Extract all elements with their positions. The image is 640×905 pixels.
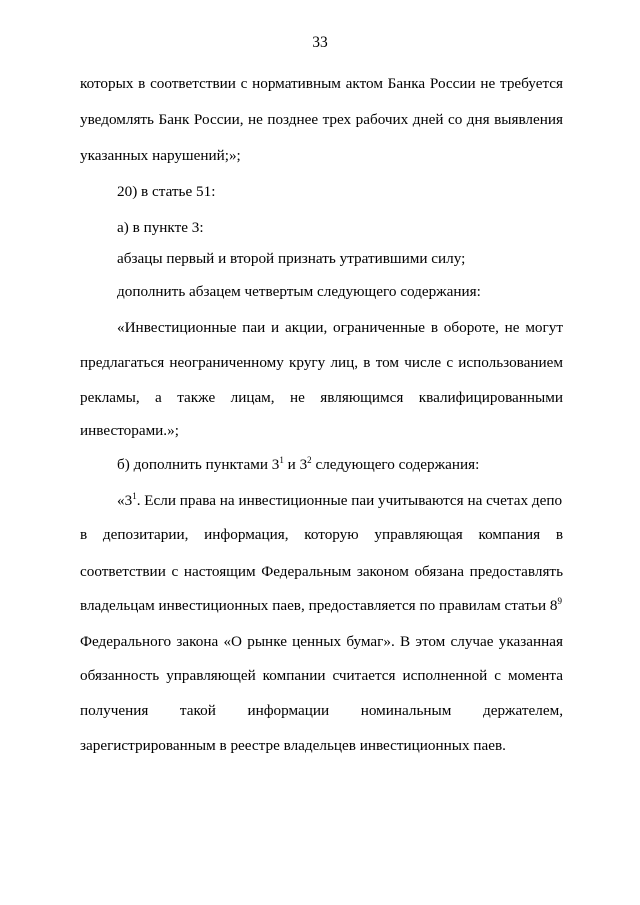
page-number: 33 — [312, 34, 328, 51]
text-line: «Инвестиционные паи и акции, ограниченные в обороте, не могут — [117, 319, 563, 336]
text-line: обязанность управляющей компании считается исполненной с момента — [80, 667, 563, 684]
text-line: дополнить абзацем четвертым следующего содержания: — [117, 283, 481, 300]
text-line: Федерального закона «О рынке ценных бумаг». В этом случае указанная — [80, 633, 563, 650]
text-line-b: б) дополнить пунктами $3^1$ и $3^2$ следующего содержания: — [117, 455, 480, 473]
text-line: а) в пункте 3: — [117, 219, 204, 236]
text-line: 20) в статье 51: — [117, 183, 216, 200]
text-line-3-1: «$3^1$. Если права на инвестиционные паи учитываются на счетах депо — [117, 491, 563, 509]
text-line: предлагаться неограниченному кругу лиц, в том числе с использованием — [80, 354, 563, 371]
text-line: зарегистрированным в реестре владельцев инвестиционных паев. — [80, 737, 506, 754]
text-line: в депозитарии, информация, которую управляющая компания в — [80, 526, 563, 543]
text-line: указанных нарушений;»; — [80, 147, 241, 164]
text-line: абзацы первый и второй признать утратившими силу; — [117, 250, 466, 267]
text-line: уведомлять Банк России, не позднее трех рабочих дней со дня выявления — [80, 111, 563, 128]
text-line: инвесторами.»; — [80, 422, 179, 439]
text-line-8-9: владельцам инвестиционных паев, предоставляется по правилам статьи $8^9$ — [80, 596, 562, 614]
text-line: рекламы, а также лицам, не являющимся квалифицированными — [80, 389, 563, 406]
text-line: соответствии с настоящим Федеральным законом обязана предоставлять — [80, 563, 563, 580]
text-line: которых в соответствии с нормативным актом Банка России не требуется — [80, 75, 563, 92]
text-line: получения такой информации номинальным держателем, — [80, 702, 563, 719]
